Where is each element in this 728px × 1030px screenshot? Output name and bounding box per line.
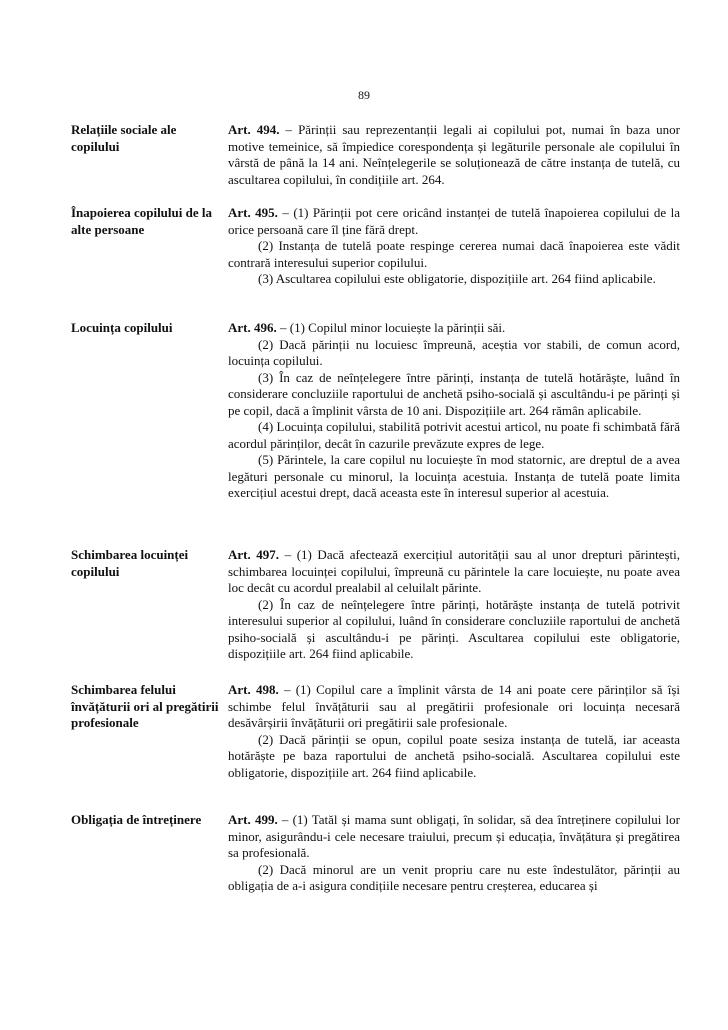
article-paragraph: Art. 495. – (1) Părinții pot cere oricând instanței de tutelă înapoierea copilului de la orice persoană care îl ține fără drept. xyxy=(228,205,680,237)
article-paragraph: Art. 499. – (1) Tatăl și mama sunt obligați, în solidar, să dea întreținere copilului lor minor, asigurându-i cele necesare traiului, precum și educația, învățătura și pregătirea sa profesională. xyxy=(228,812,680,860)
margin-title: Relațiile sociale ale copilului xyxy=(71,122,177,154)
article-body xyxy=(228,547,680,663)
article-paragraph: (2) Instanța de tutelă poate respinge cererea numai dacă înapoierea este vădit contrară interesului superior copilului. xyxy=(228,238,680,270)
article-label: Art. 496. xyxy=(228,320,277,335)
margin-title: Locuința copilului xyxy=(71,320,173,335)
article-paragraph: (2) Dacă părinții nu locuiesc împreună, aceștia vor stabili, de comun acord, locuința copilului. xyxy=(228,336,680,368)
article-label: Art. 498. xyxy=(228,682,279,697)
article-paragraph: (2) Dacă minorul are un venit propriu care nu este îndestulător, părinții au obligația de a-i asigura condițiile necesare pentru creșterea, educarea și xyxy=(228,861,680,893)
margin-title: Obligația de întreținere xyxy=(71,812,202,827)
article-paragraph: (3) În caz de neînțelegere între părinți, instanța de tutelă hotărăște, luând în considerare concluziile raportului de anchetă psiho-socială și ascultându-i pe părinți și pe copil, dacă a împlinit vârsta de 10 ani. Dispozițiile art. 264 rămân aplicabile. xyxy=(228,369,680,418)
article-paragraph: Art. 498. – (1) Copilul care a împlinit vârsta de 14 ani poate cere părinților să își schimbe felul învățăturii sau al pregătirii profesionale ori locuința necesară desăvârșirii învățăturii ori pregătirii sale profesionale. xyxy=(228,682,680,730)
article-paragraph: Art. 494. – Părinții sau reprezentanții legali ai copilului pot, numai în baza unor motive temeinice, să împiedice corespondența și legăturile personale ale copilului în vârstă de până la 14 ani. Neînțelegerile se soluționează de către instanța de tutelă, cu ascultarea copilului, în condițiile art. 264. xyxy=(228,122,680,187)
article-body xyxy=(228,205,680,288)
margin-title: Înapoierea copilului de la alte persoane xyxy=(71,205,212,237)
article-label: Art. 499. xyxy=(228,812,278,827)
article-body xyxy=(228,812,680,895)
article-label: Art. 497. xyxy=(228,547,280,562)
article-body xyxy=(228,682,680,781)
article-paragraph: (2) Dacă părinții se opun, copilul poate sesiza instanța de tutelă, iar aceasta hotărăște pe baza raportului de anchetă psiho-socială. Ascultarea copilului este obligatorie, dispozițiile art. 264 fiind aplicabile. xyxy=(228,731,680,780)
article-paragraph: (5) Părintele, la care copilul nu locuiește în mod statornic, are dreptul de a avea legături personale cu minorul, la locuința acestuia. Instanța de tutelă poate limita exercițiul acestui drept, dacă aceasta este în interesul superior al acestuia. xyxy=(228,452,680,500)
article-body xyxy=(228,320,680,502)
page-number: 89 xyxy=(358,88,370,102)
article-paragraph: (2) În caz de neînțelegere între părinți, hotărăște instanța de tutelă potrivit interesului superior al copilului, luând în considerare concluziile raportului de anchetă psiho-socială și ascultându-i pe părinți. Ascultarea copilului este obligatorie, dispozițiile art. 264 fiind aplicabile. xyxy=(228,596,680,661)
margin-title: Schimbarea felului învățăturii ori al pregătirii profesionale xyxy=(71,682,219,730)
article-paragraph: Art. 497. – (1) Dacă afectează exercițiul autorității sau al unor drepturi părintești, schimbarea locuinței copilului, împreună cu părintele la care locuiește, nu poate avea loc decât cu acordul prealabil al celuilalt părinte. xyxy=(228,547,680,595)
article-paragraph: Art. 496. – (1) Copilul minor locuiește la părinții săi. xyxy=(228,320,506,335)
margin-title: Schimbarea locuinței copilului xyxy=(71,547,189,579)
article-paragraph: (4) Locuința copilului, stabilită potrivit acestui articol, nu poate fi schimbată fără acordul părinților, decât în cazurile prevăzute expres de lege. xyxy=(228,419,680,451)
article-paragraph: (3) Ascultarea copilului este obligatorie, dispozițiile art. 264 fiind aplicabile. xyxy=(258,271,656,286)
article-label: Art. 495. xyxy=(228,205,278,220)
article-label: Art. 494. xyxy=(228,122,280,137)
article-body xyxy=(228,122,680,188)
